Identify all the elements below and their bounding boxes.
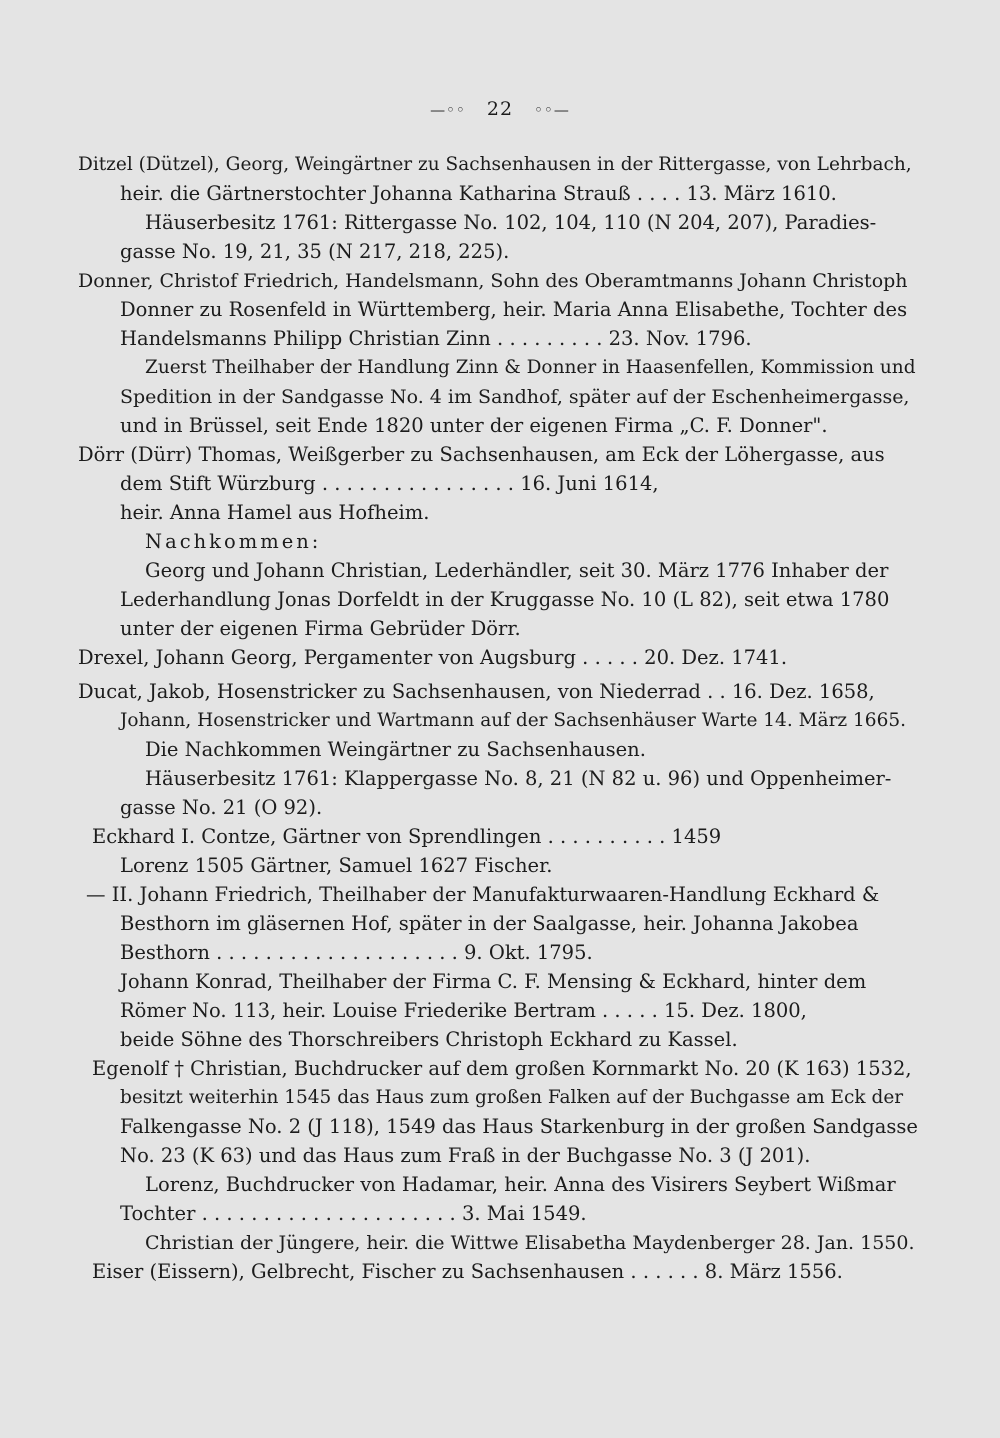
entry-line: Johann Konrad, Theilhaber der Firma C. F. Mensing & Eckhard, hinter dem	[120, 970, 867, 993]
entry-line: Eiser (Eissern), Gelbrecht, Fischer zu Sachsenhausen . . . . . . 8. März 1556.	[92, 1260, 843, 1283]
entry-line: Donner zu Rosenfeld in Württemberg, heir. Maria Anna Elisabethe, Tochter des	[120, 298, 908, 321]
entry-line: No. 23 (K 63) und das Haus zum Fraß in der Buchgasse No. 3 (J 201).	[120, 1144, 811, 1167]
entry-line: Häuserbesitz 1761: Klappergasse No. 8, 21 (N 82 u. 96) und Oppenheimer-	[145, 767, 892, 790]
entry-line: Christian der Jüngere, heir. die Wittwe Elisabetha Maydenberger 28. Jan. 1550.	[145, 1232, 915, 1254]
entry-line: Egenolf † Christian, Buchdrucker auf dem großen Kornmarkt No. 20 (K 163) 1532,	[92, 1057, 912, 1080]
entry-line: Lorenz 1505 Gärtner, Samuel 1627 Fischer.	[120, 854, 553, 877]
entry-line: Donner, Christof Friedrich, Handelsmann, Sohn des Oberamtmanns Johann Christoph	[78, 270, 908, 292]
entry-line: heir. Anna Hamel aus Hofheim.	[120, 501, 430, 524]
page-header	[0, 98, 1000, 120]
entry-line: Ducat, Jakob, Hosenstricker zu Sachsenhausen, von Niederrad . . 16. Dez. 1658,	[78, 680, 875, 703]
entry-line: Spedition in der Sandgasse No. 4 im Sandhof, später auf der Eschenheimergasse,	[120, 386, 910, 408]
entry-line: gasse No. 21 (O 92).	[120, 796, 323, 819]
entry-line: Tochter . . . . . . . . . . . . . . . . . . . . . 3. Mai 1549.	[120, 1202, 587, 1225]
entry-line: Falkengasse No. 2 (J 118), 1549 das Haus Starkenburg in der großen Sandgasse	[120, 1115, 918, 1138]
entry-line: unter der eigenen Firma Gebrüder Dörr.	[120, 617, 521, 640]
entry-line: dem Stift Würzburg . . . . . . . . . . . . . . . . 16. Juni 1614,	[120, 472, 659, 495]
entry-line: und in Brüssel, seit Ende 1820 unter der eigenen Firma „C. F. Donner".	[120, 414, 828, 437]
entry-line: Dörr (Dürr) Thomas, Weißgerber zu Sachsenhausen, am Eck der Löhergasse, aus	[78, 443, 885, 466]
entry-line: Drexel, Johann Georg, Pergamenter von Augsburg . . . . . 20. Dez. 1741.	[78, 646, 788, 669]
entry-line: Johann, Hosenstricker und Wartmann auf der Sachsenhäuser Warte 14. März 1665.	[120, 710, 906, 731]
entry-line: Die Nachkommen Weingärtner zu Sachsenhausen.	[145, 738, 646, 761]
entry-line: Ditzel (Dützel), Georg, Weingärtner zu Sachsenhausen in der Rittergasse, von Lehrbach,	[78, 154, 912, 175]
entry-line: Zuerst Theilhaber der Handlung Zinn & Donner in Haasenfellen, Kommission und	[145, 357, 916, 378]
entry-line: Besthorn im gläsernen Hof, später in der Saalgasse, heir. Johanna Jakobea	[120, 912, 859, 935]
entry-line: besitzt weiterhin 1545 das Haus zum großen Falken auf der Buchgasse am Eck der	[120, 1087, 904, 1108]
entry-line: Georg und Johann Christian, Lederhändler, seit 30. März 1776 Inhaber der	[145, 559, 889, 582]
entry-line: beide Söhne des Thorschreibers Christoph Eckhard zu Kassel.	[120, 1028, 738, 1051]
entry-line: Lorenz, Buchdrucker von Hadamar, heir. Anna des Visirers Seybert Wißmar	[145, 1173, 896, 1196]
page-number: 22	[486, 98, 514, 120]
entry-line: Lederhandlung Jonas Dorfeldt in der Kruggasse No. 10 (L 82), seit etwa 1780	[120, 588, 890, 611]
entry-line: Eckhard I. Contze, Gärtner von Sprendlingen . . . . . . . . . . 1459	[92, 825, 722, 848]
entry-line: Handelsmanns Philipp Christian Zinn . . . . . . . . . 23. Nov. 1796.	[120, 327, 752, 350]
entry-line: Besthorn . . . . . . . . . . . . . . . . . . . . 9. Okt. 1795.	[120, 941, 593, 964]
ornament-right-icon: ◦◦—	[534, 101, 570, 119]
entry-line: — II. Johann Friedrich, Theilhaber der Manufakturwaaren-Handlung Eckhard &	[86, 883, 880, 906]
entry-line: Häuserbesitz 1761: Rittergasse No. 102, 104, 110 (N 204, 207), Paradies-	[145, 211, 877, 234]
entry-line: heir. die Gärtnerstochter Johanna Katharina Strauß . . . . 13. März 1610.	[120, 182, 837, 205]
entry-line: Römer No. 113, heir. Louise Friederike Bertram . . . . . 15. Dez. 1800,	[120, 999, 807, 1022]
ornament-left-icon: —◦◦	[430, 101, 466, 119]
entry-line: Nachkommen:	[145, 530, 322, 553]
entry-line: gasse No. 19, 21, 35 (N 217, 218, 225).	[120, 240, 510, 263]
